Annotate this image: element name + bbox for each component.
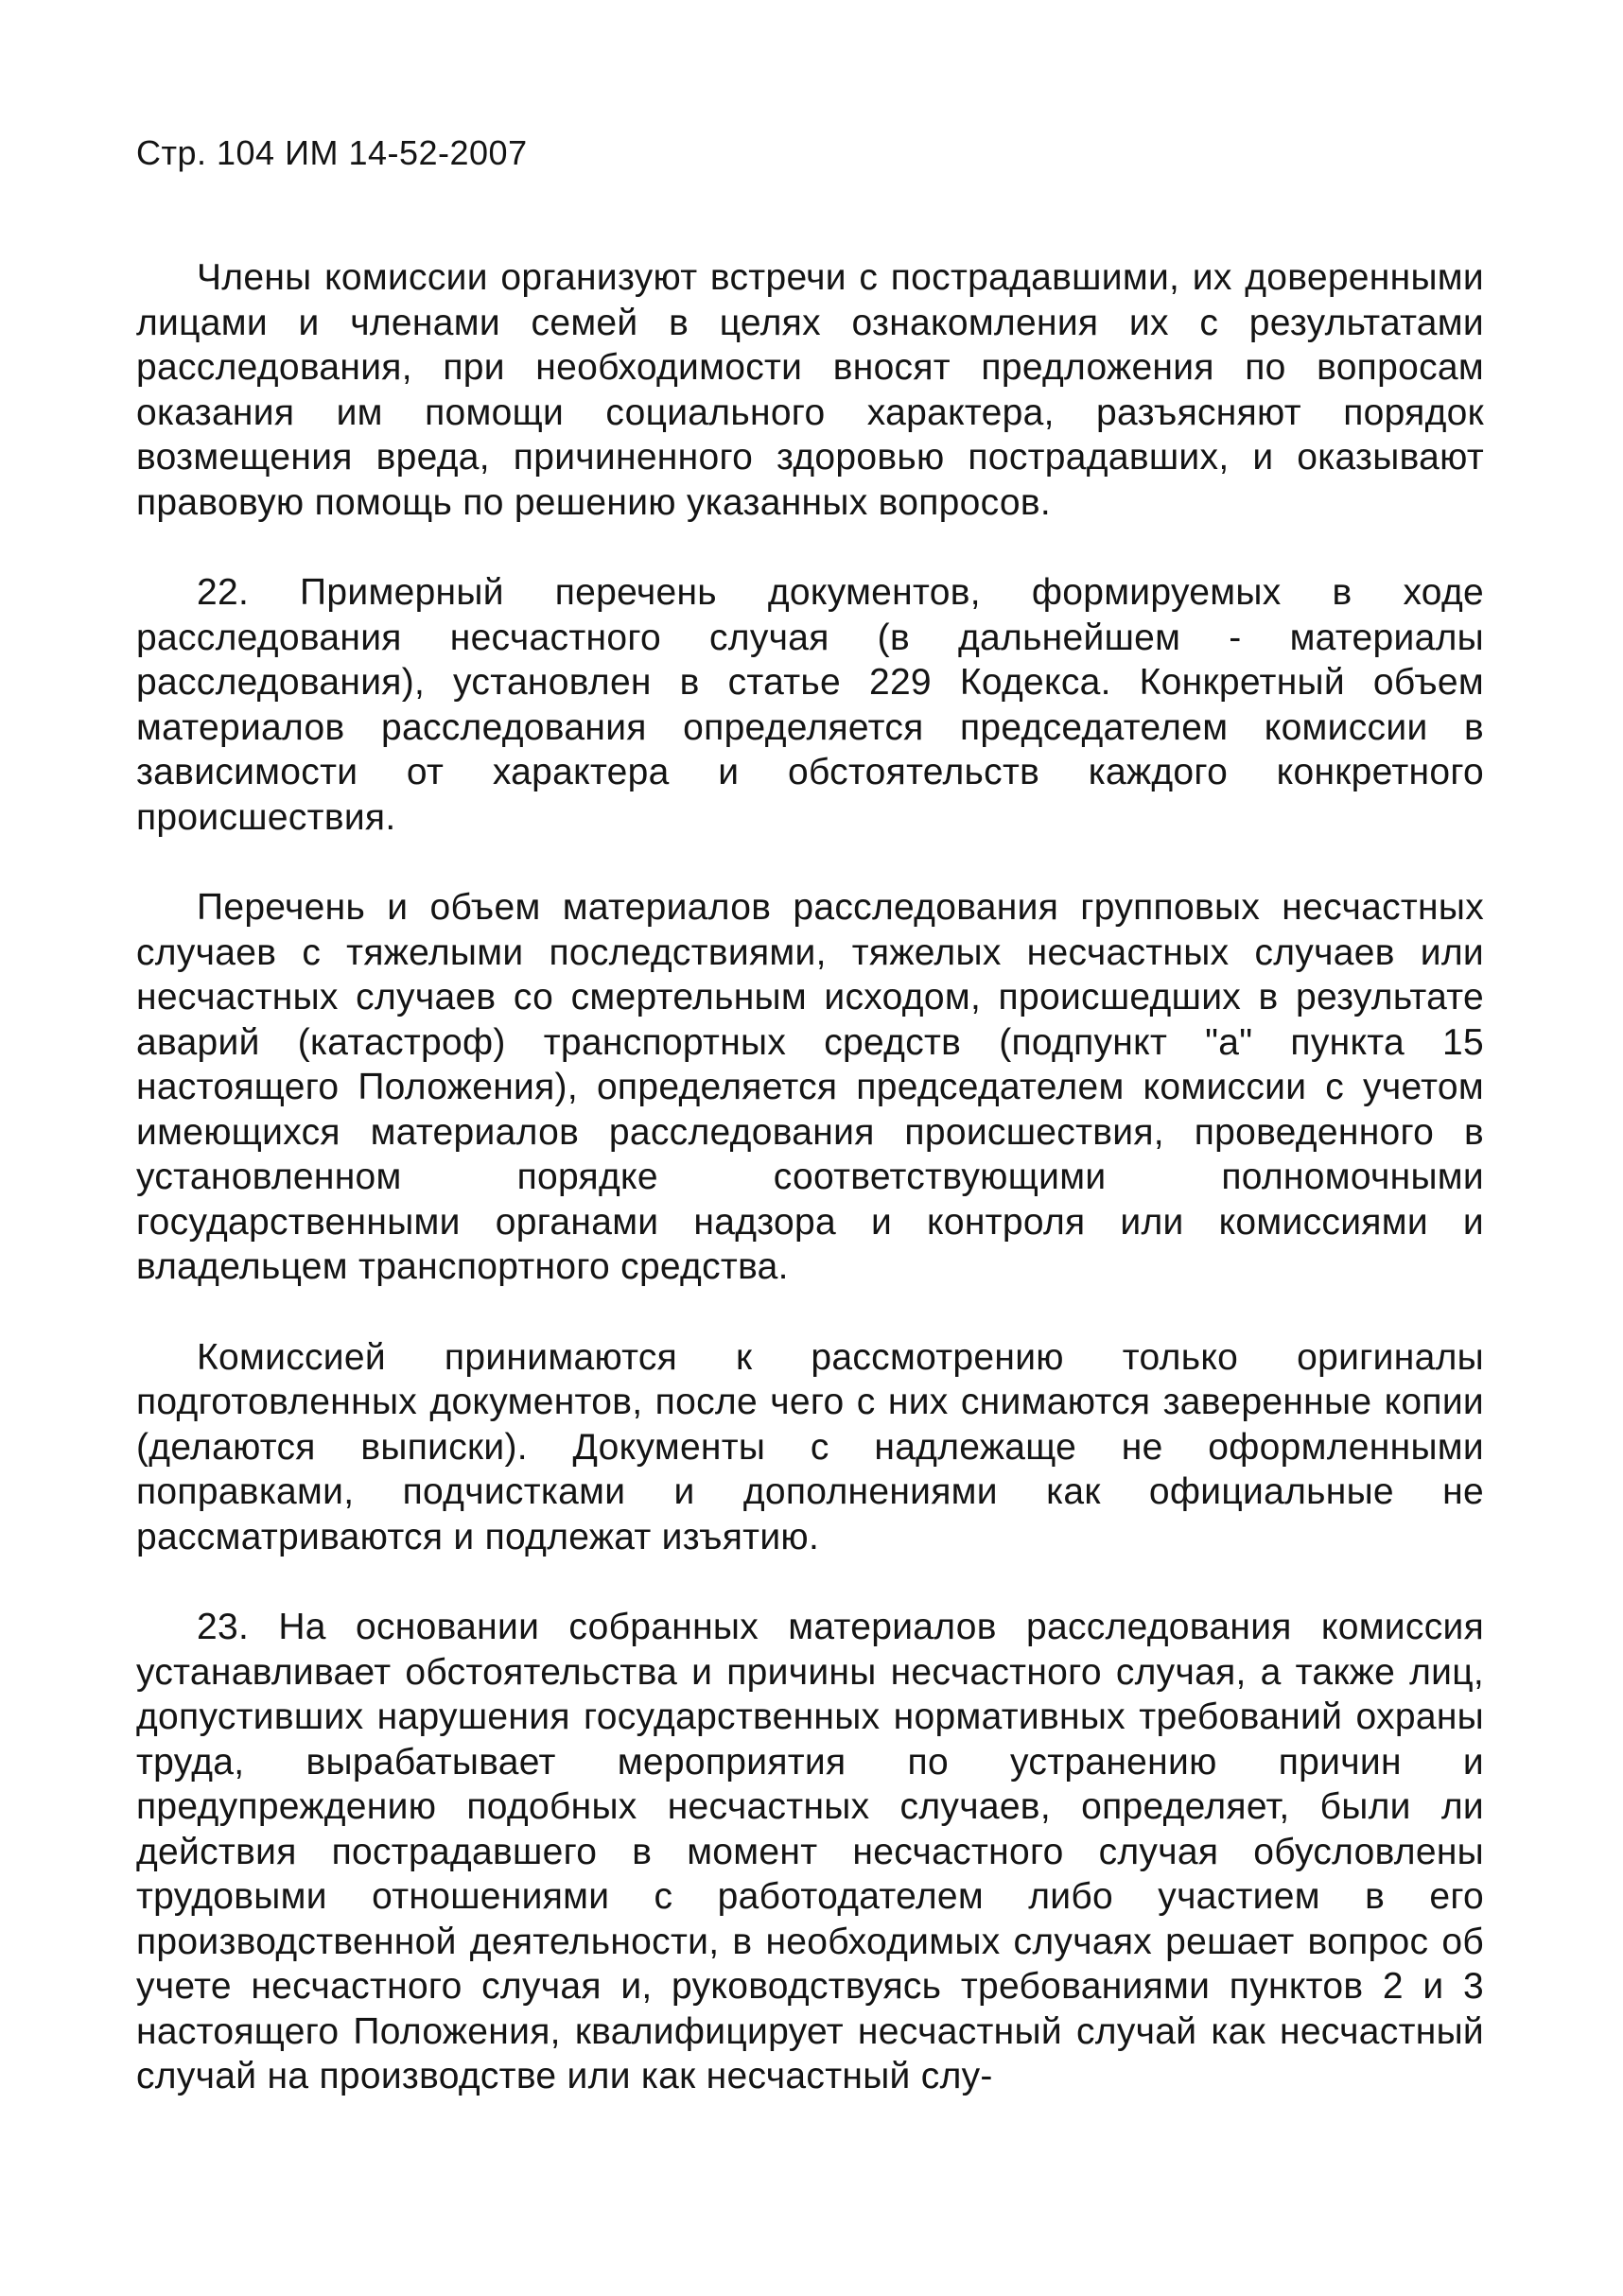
document-body [136,255,1484,2099]
paragraph-transport-accidents: Перечень и объем материалов расследования групповых несчастных случаев с тяжелыми последствиями, тяжелых несчастных случаев или несчастных случаев со смертельным исходом, происшедших в результате аварий (катастроф) транспортных средств (подпункт "а" пункта 15 настоящего Положения), определяется председателем комиссии с учетом имеющихся материалов расследования происшествия, проведенного в установленном порядке соответствующими полномочными государственными органами надзора и контроля или комиссиями и владельцем транспортного средства. [136,887,1484,1287]
paragraph-commission-meetings: Члены комиссии организуют встречи с пострадавшими, их доверенными лицами и членами семей в целях ознакомления их с результатами расследования, при необходимости вносят предложения по вопросам оказания им помощи социального характера, разъясняют порядок возмещения вреда, причиненного здоровью пострадавших, и оказывают правовую помощь по решению указанных вопросов. [136,257,1484,523]
paragraph-23-findings: 23. На основании собранных материалов расследования комиссия устанавливает обстоятельства и причины несчастного случая, а также лиц, допустивших нарушения государственных нормативных требований охраны труда, вырабатывает мероприятия по устранению причин и предупреждению подобных несчастных случаев, определяет, были ли действия пострадавшего в момент несчастного случая обусловлены трудовыми отношениями с работодателем либо участием в его производственной деятельности, в необходимых случаях решает вопрос об учете несчастного случая и, руководствуясь требованиями пунктов 2 и 3 настоящего Положения, квалифицирует несчастный случай как несчастный случай на производстве или как несчастный слу- [136,1607,1484,2096]
page-header: Стр. 104 ИМ 14-52-2007 [136,133,528,172]
paragraph-original-documents: Комиссией принимаются к рассмотрению только оригиналы подготовленных документов, после чего с них снимаются заверенные копии (делаются выписки). Документы с надлежаще не оформленными поправками, подчистками и дополнениями как официальные не рассматриваются и подлежат изъятию. [136,1336,1484,1557]
paragraph-22-documents-list: 22. Примерный перечень документов, формируемых в ходе расследования несчастного случая (в дальнейшем - материалы расследования), установлен в статье 229 Кодекса. Конкретный объем материалов расследования определяется председателем комиссии в зависимости от характера и обстоятельств каждого конкретного происшествия. [136,572,1484,838]
